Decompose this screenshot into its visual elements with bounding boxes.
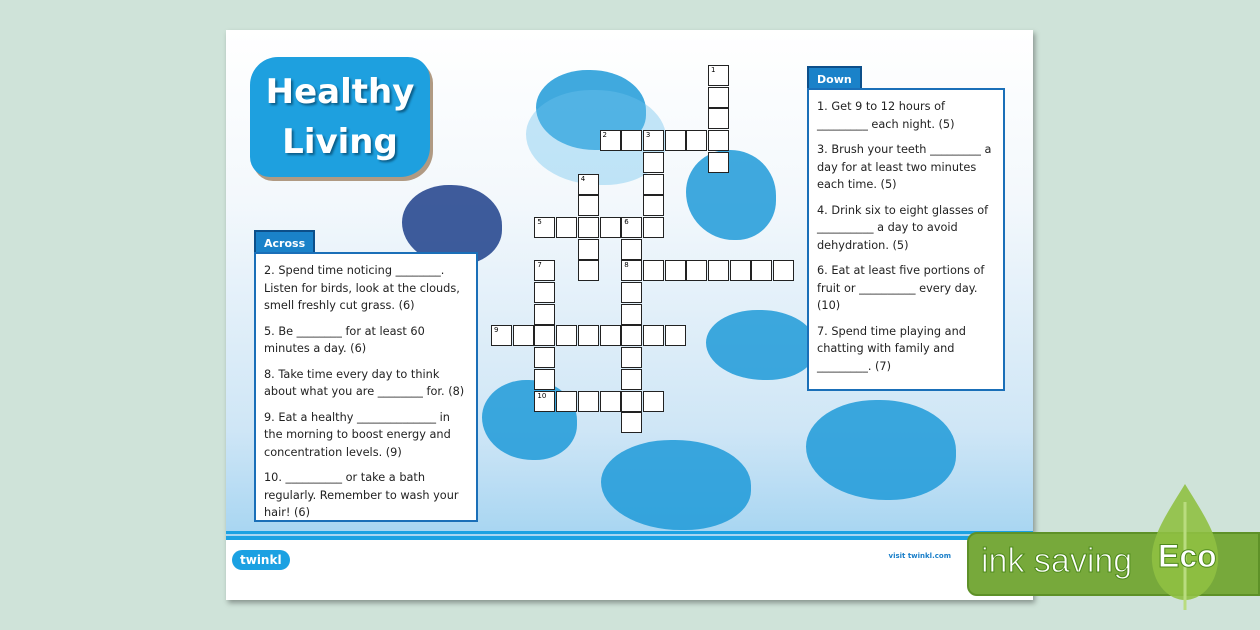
illustration-cycling-child xyxy=(706,310,816,380)
clue-down-3: 3. Brush your teeth _________ a day for at least two minutes each time. (5) xyxy=(817,143,992,191)
crossword-cell[interactable] xyxy=(600,217,621,238)
crossword-cell[interactable] xyxy=(708,260,729,281)
crossword-cell[interactable] xyxy=(686,130,707,151)
clue-across-9: 9. Eat a healthy ______________ in the morning to boost energy and concentration levels. (9) xyxy=(264,410,451,459)
clue-down-6: 6. Eat at least five portions of fruit or __________ every day. (10) xyxy=(817,264,985,312)
crossword-cell[interactable] xyxy=(643,325,664,346)
twinkl-logo: twinkl xyxy=(232,550,290,570)
crossword-cell-5[interactable]: 5 xyxy=(534,217,555,238)
crossword-cell-10[interactable]: 10 xyxy=(534,391,555,412)
crossword-cell[interactable] xyxy=(708,130,729,151)
crossword-cell[interactable] xyxy=(665,130,686,151)
clue-down-7: 7. Spend time playing and chatting with family and _________. (7) xyxy=(817,324,966,373)
clue-down-1: 1. Get 9 to 12 hours of _________ each night. (5) xyxy=(817,100,955,131)
crossword-cell[interactable] xyxy=(751,260,772,281)
clue-down-4: 4. Drink six to eight glasses of __________ a day to avoid dehydration. (5) xyxy=(817,203,989,252)
clue-across-10: 10. __________ or take a bath regularly. Remember to wash your hair! (6) xyxy=(264,471,459,519)
visit-link[interactable]: visit twinkl.com xyxy=(888,552,951,560)
ink-saving-label: ink saving xyxy=(981,542,1133,580)
crossword-cell-7[interactable]: 7 xyxy=(534,260,555,281)
crossword-cell[interactable] xyxy=(686,260,707,281)
crossword-cell[interactable] xyxy=(556,325,577,346)
crossword-cell-6[interactable]: 6 xyxy=(621,217,642,238)
crossword-cell[interactable] xyxy=(578,260,599,281)
crossword-cell[interactable] xyxy=(643,217,664,238)
clue-across-5: 5. Be ________ for at least 60 minutes a day. (6) xyxy=(264,324,425,355)
page-title xyxy=(250,57,430,177)
clue-across-8: 8. Take time every day to think about what you are ________ for. (8) xyxy=(264,367,465,398)
crossword-cell[interactable] xyxy=(534,282,555,303)
footer xyxy=(226,536,1033,600)
crossword-cell[interactable] xyxy=(600,391,621,412)
illustration-reading-boy xyxy=(686,150,776,240)
down-clues xyxy=(807,88,1005,391)
crossword-cell[interactable] xyxy=(621,304,642,325)
across-heading: Across xyxy=(254,230,315,257)
crossword-cell[interactable] xyxy=(621,347,642,368)
title-line-2: Living xyxy=(282,122,398,162)
worksheet xyxy=(226,30,1033,600)
clue-across-2: 2. Spend time noticing ________. Listen for birds, look at the clouds, smell freshly cut grass. (6) xyxy=(264,264,460,312)
crossword-cell-4[interactable]: 4 xyxy=(578,174,599,195)
crossword-cell[interactable] xyxy=(708,152,729,173)
crossword-cell[interactable] xyxy=(600,325,621,346)
crossword-cell[interactable] xyxy=(621,412,642,433)
crossword-cell[interactable] xyxy=(708,108,729,129)
crossword-cell[interactable] xyxy=(665,325,686,346)
crossword-cell-8[interactable]: 8 xyxy=(621,260,642,281)
crossword-cell[interactable] xyxy=(708,87,729,108)
crossword-cell[interactable] xyxy=(621,239,642,260)
crossword-cell[interactable] xyxy=(513,325,534,346)
down-heading: Down xyxy=(807,66,862,93)
crossword-cell-2[interactable]: 2 xyxy=(600,130,621,151)
crossword-cell[interactable] xyxy=(643,260,664,281)
across-clues xyxy=(254,252,478,522)
eco-label: Eco xyxy=(1158,538,1217,574)
crossword-cell[interactable] xyxy=(534,347,555,368)
crossword-cell[interactable] xyxy=(621,369,642,390)
crossword-cell[interactable] xyxy=(621,130,642,151)
crossword-cell[interactable] xyxy=(665,260,686,281)
crossword-cell[interactable] xyxy=(643,391,664,412)
crossword-cell[interactable] xyxy=(534,304,555,325)
crossword-cell-9[interactable]: 9 xyxy=(491,325,512,346)
crossword-cell-1[interactable]: 1 xyxy=(708,65,729,86)
crossword-cell[interactable] xyxy=(556,391,577,412)
crossword-cell[interactable] xyxy=(578,217,599,238)
crossword-cell[interactable] xyxy=(621,391,642,412)
crossword-cell[interactable] xyxy=(578,391,599,412)
crossword-cell[interactable] xyxy=(643,195,664,216)
crossword-cell[interactable] xyxy=(730,260,751,281)
crossword-cell[interactable] xyxy=(534,325,555,346)
illustration-drinking-water xyxy=(601,440,751,530)
crossword-cell[interactable] xyxy=(578,239,599,260)
crossword-cell[interactable] xyxy=(556,217,577,238)
crossword-cell[interactable] xyxy=(578,325,599,346)
crossword-cell[interactable] xyxy=(534,369,555,390)
crossword-cell[interactable] xyxy=(643,174,664,195)
crossword-cell[interactable] xyxy=(643,152,664,173)
crossword-cell[interactable] xyxy=(621,325,642,346)
crossword-cell-3[interactable]: 3 xyxy=(643,130,664,151)
crossword-cell[interactable] xyxy=(621,282,642,303)
crossword-cell[interactable] xyxy=(578,195,599,216)
illustration-family-dancing xyxy=(806,400,956,500)
crossword-cell[interactable] xyxy=(773,260,794,281)
title-line-1: Healthy xyxy=(265,72,415,112)
